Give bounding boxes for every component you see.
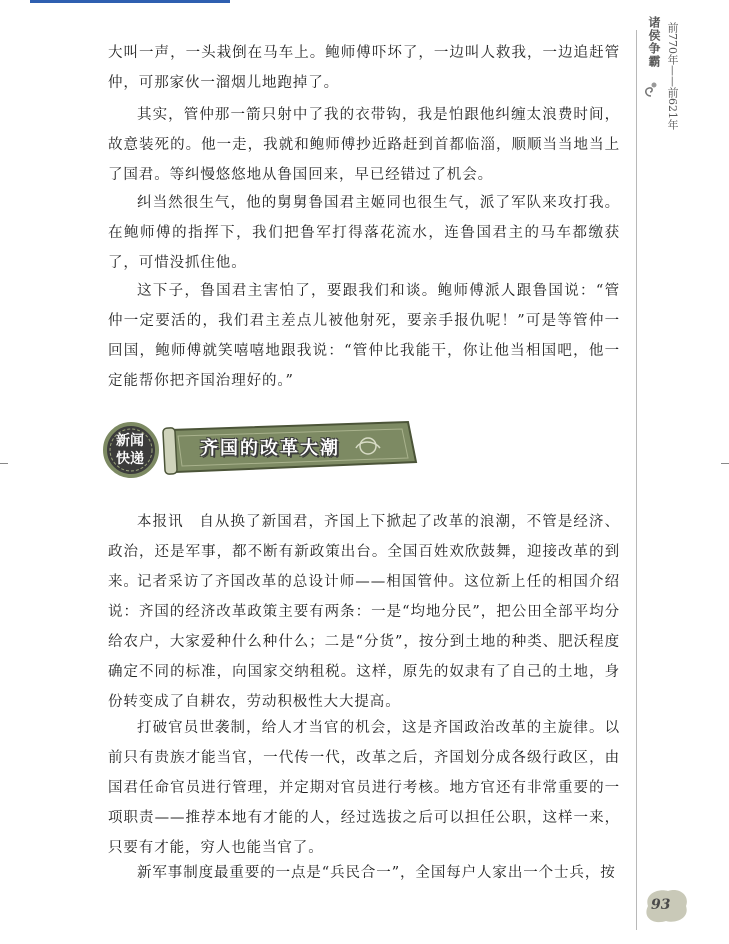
page-number: 93 [651,897,671,913]
news-paragraph: 打破官员世袭制，给人才当官的机会，这是齐国政治改革的主旋律。以前只有贵族才能当官，一代传一代，改革之后，齐国划分成各级行政区，由国君任命官员进行管理，并定期对官员进行考核。地方官还有非常重要的一项职责——推荐本地有才能的人，经过选拔之后可以担任公职，这样一来，只要有才能，穷人也能当官了。 [108,720,620,856]
page-number-badge [642,886,692,926]
swirl-ornament-icon [642,80,660,98]
news-paragraph: 记者采访了齐国改革的总设计师——相国管仲。这位新上任的相国介绍说：齐国的经济改革政策主要有两条：一是“均地分民”，把公田全部平均分给农户，大家爱种什么种什么；二是“分货”，按分到土地的种类、肥沃程度确定不同的标准，向国家交纳租税。这样，原先的奴隶有了自己的土地，身份转变成了自耕农，劳动积极性大大提高。 [108,574,620,710]
top-color-bar [30,0,230,3]
margin-rule [636,30,637,930]
section-banner [160,418,422,478]
story-paragraph: 大叫一声，一头栽倒在马车上。鲍师傅吓坏了，一边叫人救我，一边追赶管仲，可那家伙一溜烟儿地跑掉了。 [108,45,620,91]
crop-mark-right [721,463,729,464]
series-title: 诸侯争霸 [647,16,661,68]
news-paragraph: 本报讯 自从换了新国君，齐国上下掀起了改革的浪潮，不管是经济、政治，还是军事，都不断有新政策出台。全国百姓欢欣鼓舞，迎接改革的到来。 [108,514,620,590]
story-paragraph: 其实，管仲那一箭只射中了我的衣带钩，我是怕跟他纠缠太浪费时间，故意装死的。他一走，我就和鲍师傅抄近路赶到首都临淄，顺顺当当地当上了国君。等纠慢悠悠地从鲁国回来，早已经错过了机会。 [108,107,620,183]
story-paragraph: 这下子，鲁国君主害怕了，要跟我们和谈。鲍师傅派人跟鲁国说：“管仲一定要活的，我们君主差点儿被他射死，要亲手报仇呢！”可是等管仲一回国，鲍师傅就笑嘻嘻地跟我说：“管仲比我能干，你让他当相国吧，他一定能帮你把齐国治理好的。” [108,283,620,389]
news-paragraph: 新军事制度最重要的一点是“兵民合一”，全国每户人家出一个士兵，按 [137,865,616,881]
badge-label: 新闻 快递 [116,433,144,467]
section-title: 齐国的改革大潮 [200,438,340,459]
story-paragraph: 纠当然很生气，他的舅舅鲁国君主姬同也很生气，派了军队来攻打我。在鲍师傅的指挥下，我们把鲁军打得落花流水，连鲁国君主的马车都缴获了，可惜没抓住他。 [108,195,620,271]
era-range: 前770年——前621年 [666,22,679,130]
news-badge [103,420,163,480]
crop-mark-left [0,463,8,464]
chapter-side-tab [640,10,688,140]
